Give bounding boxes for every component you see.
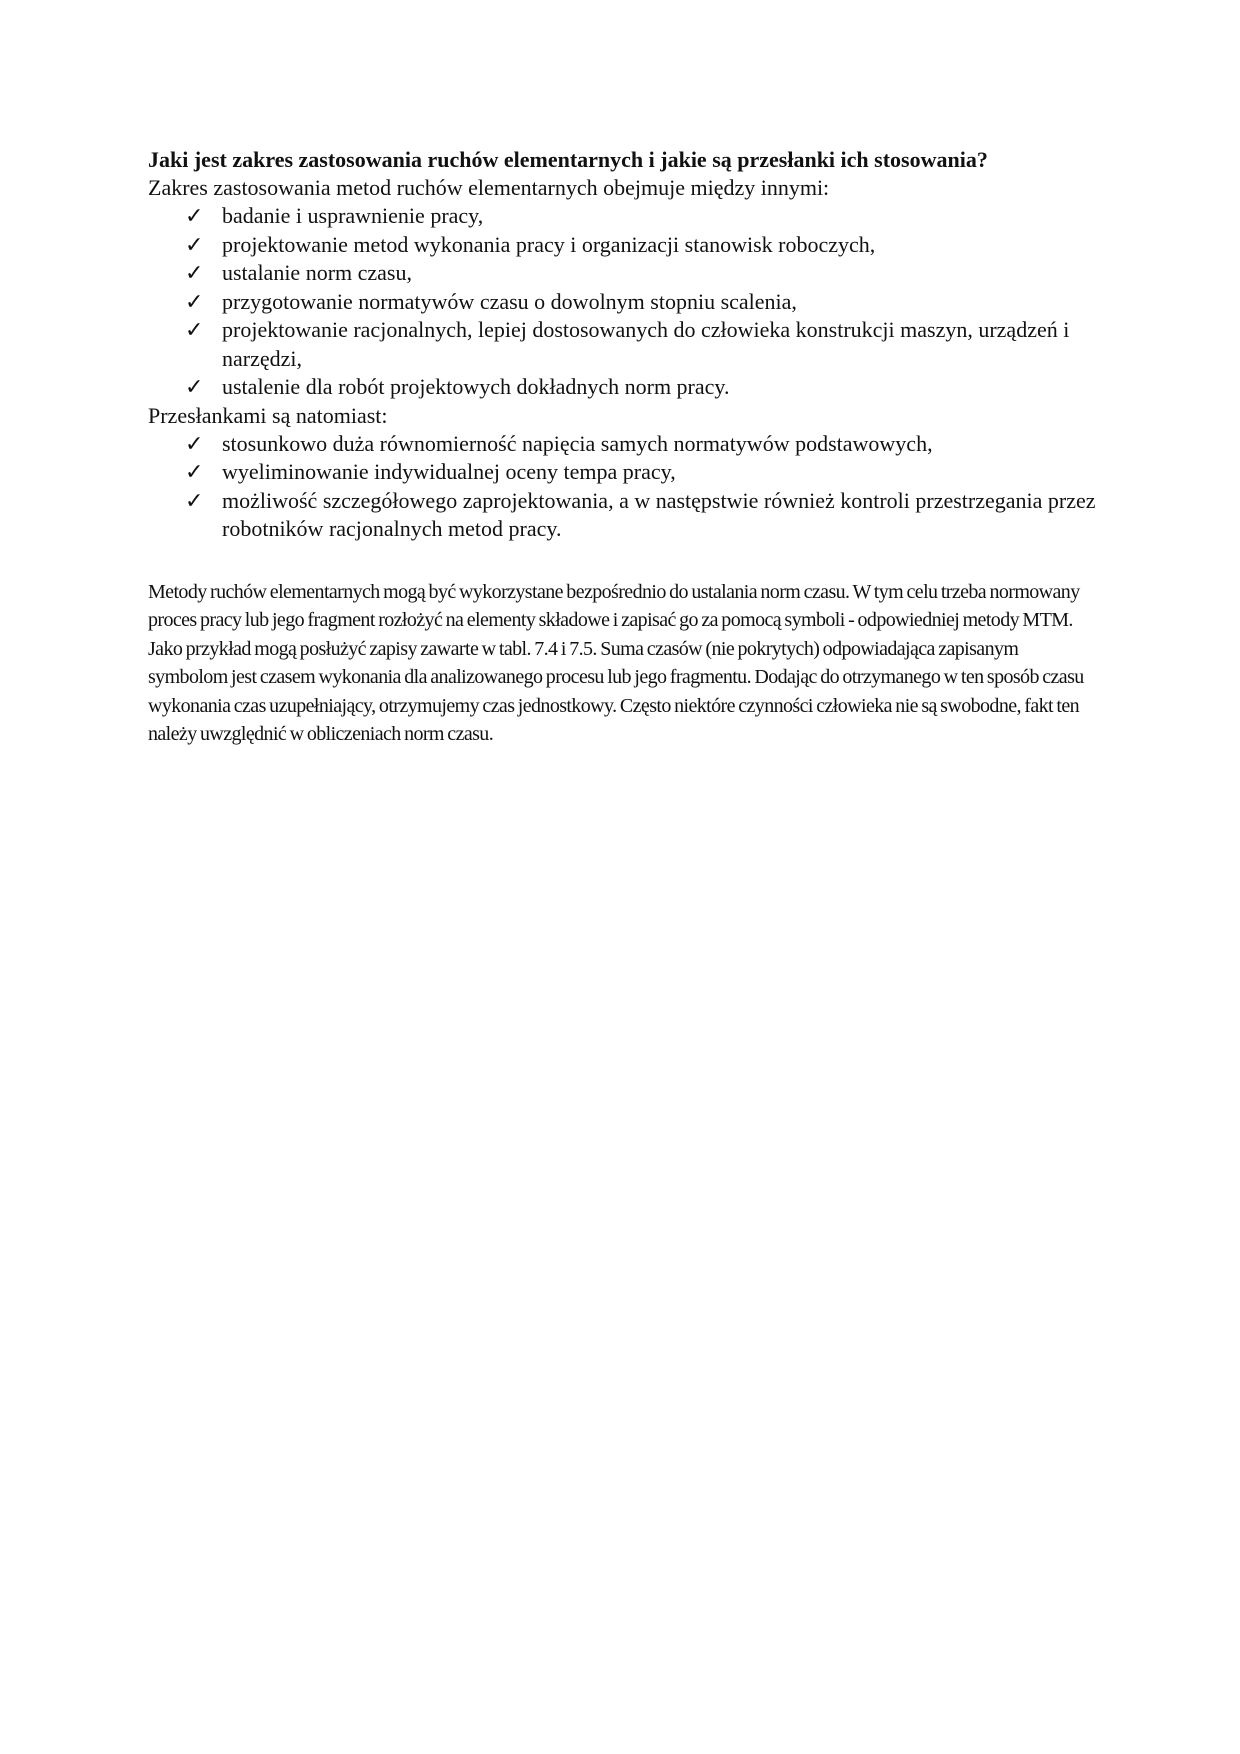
checkmark-icon: ✓ bbox=[185, 317, 204, 342]
premises-list bbox=[148, 430, 1098, 544]
checkmark-icon: ✓ bbox=[185, 374, 204, 399]
scope-intro: Zakres zastosowania metod ruchów elementarnych obejmuje między innymi: bbox=[148, 175, 830, 200]
checkmark-icon: ✓ bbox=[185, 231, 204, 257]
list-item-text: ustalenie dla robót projektowych dokładnych norm pracy. bbox=[222, 374, 730, 399]
list-item bbox=[185, 288, 1098, 317]
body-paragraph: Metody ruchów elementarnych mogą być wykorzystane bezpośrednio do ustalania norm czasu. W tym celu trzeba normowany proces pracy lub jego fragment rozłożyć na elementy składowe i zapisać go za pomocą symboli - odpowiedniej metody MTM. Jako przykład mogą posłużyć zapisy zawarte w tabl. 7.4 i 7.5. Suma czasów (nie pokrytych) odpowiadająca zapisanym symbolom jest czasem wykonania dla analizowanego procesu lub jego fragmentu. Dodając do otrzymanego w ten sposób czasu wykonania czas uzupełniający, otrzymujemy czas jednostkowy. Często niektóre czynności człowieka nie są swobodne, fakt ten należy uwzględnić w obliczeniach norm czasu. bbox=[148, 580, 1084, 745]
list-item bbox=[185, 430, 1098, 459]
list-item bbox=[185, 458, 1098, 487]
list-item-text: możliwość szczegółowego zaprojektowania, a w następstwie również kontroli przestrzegania przez robotników racjonalnych metod pracy. bbox=[222, 487, 1096, 541]
checkmark-icon: ✓ bbox=[185, 203, 204, 228]
document-page bbox=[148, 146, 1098, 749]
list-item-text: przygotowanie normatywów czasu o dowolnym stopniu scalenia, bbox=[222, 288, 797, 314]
list-item bbox=[185, 487, 1098, 544]
list-item-text: projektowanie racjonalnych, lepiej dostosowanych do człowieka konstrukcji maszyn, urządzeń i narzędzi, bbox=[222, 317, 1070, 371]
list-item-text: projektowanie metod wykonania pracy i organizacji stanowisk roboczych, bbox=[222, 231, 876, 257]
scope-list bbox=[148, 202, 1098, 402]
list-item bbox=[185, 259, 1098, 288]
list-item bbox=[185, 373, 1098, 402]
list-item-text: stosunkowo duża równomierność napięcia samych normatywów podstawowych, bbox=[222, 430, 933, 456]
checkmark-icon: ✓ bbox=[185, 459, 204, 484]
checkmark-icon: ✓ bbox=[185, 430, 204, 456]
checkmark-icon: ✓ bbox=[185, 487, 204, 513]
list-item-text: badanie i usprawnienie pracy, bbox=[222, 203, 484, 228]
premises-intro: Przesłankami są natomiast: bbox=[148, 402, 388, 428]
list-item bbox=[185, 316, 1098, 373]
list-item bbox=[185, 202, 1098, 231]
list-item-text: ustalanie norm czasu, bbox=[222, 260, 412, 285]
list-item-text: wyeliminowanie indywidualnej oceny tempa pracy, bbox=[222, 459, 676, 484]
list-item bbox=[185, 231, 1098, 260]
checkmark-icon: ✓ bbox=[185, 260, 204, 285]
question-heading: Jaki jest zakres zastosowania ruchów elementarnych i jakie są przesłanki ich stosowania? bbox=[148, 147, 988, 172]
checkmark-icon: ✓ bbox=[185, 288, 204, 314]
